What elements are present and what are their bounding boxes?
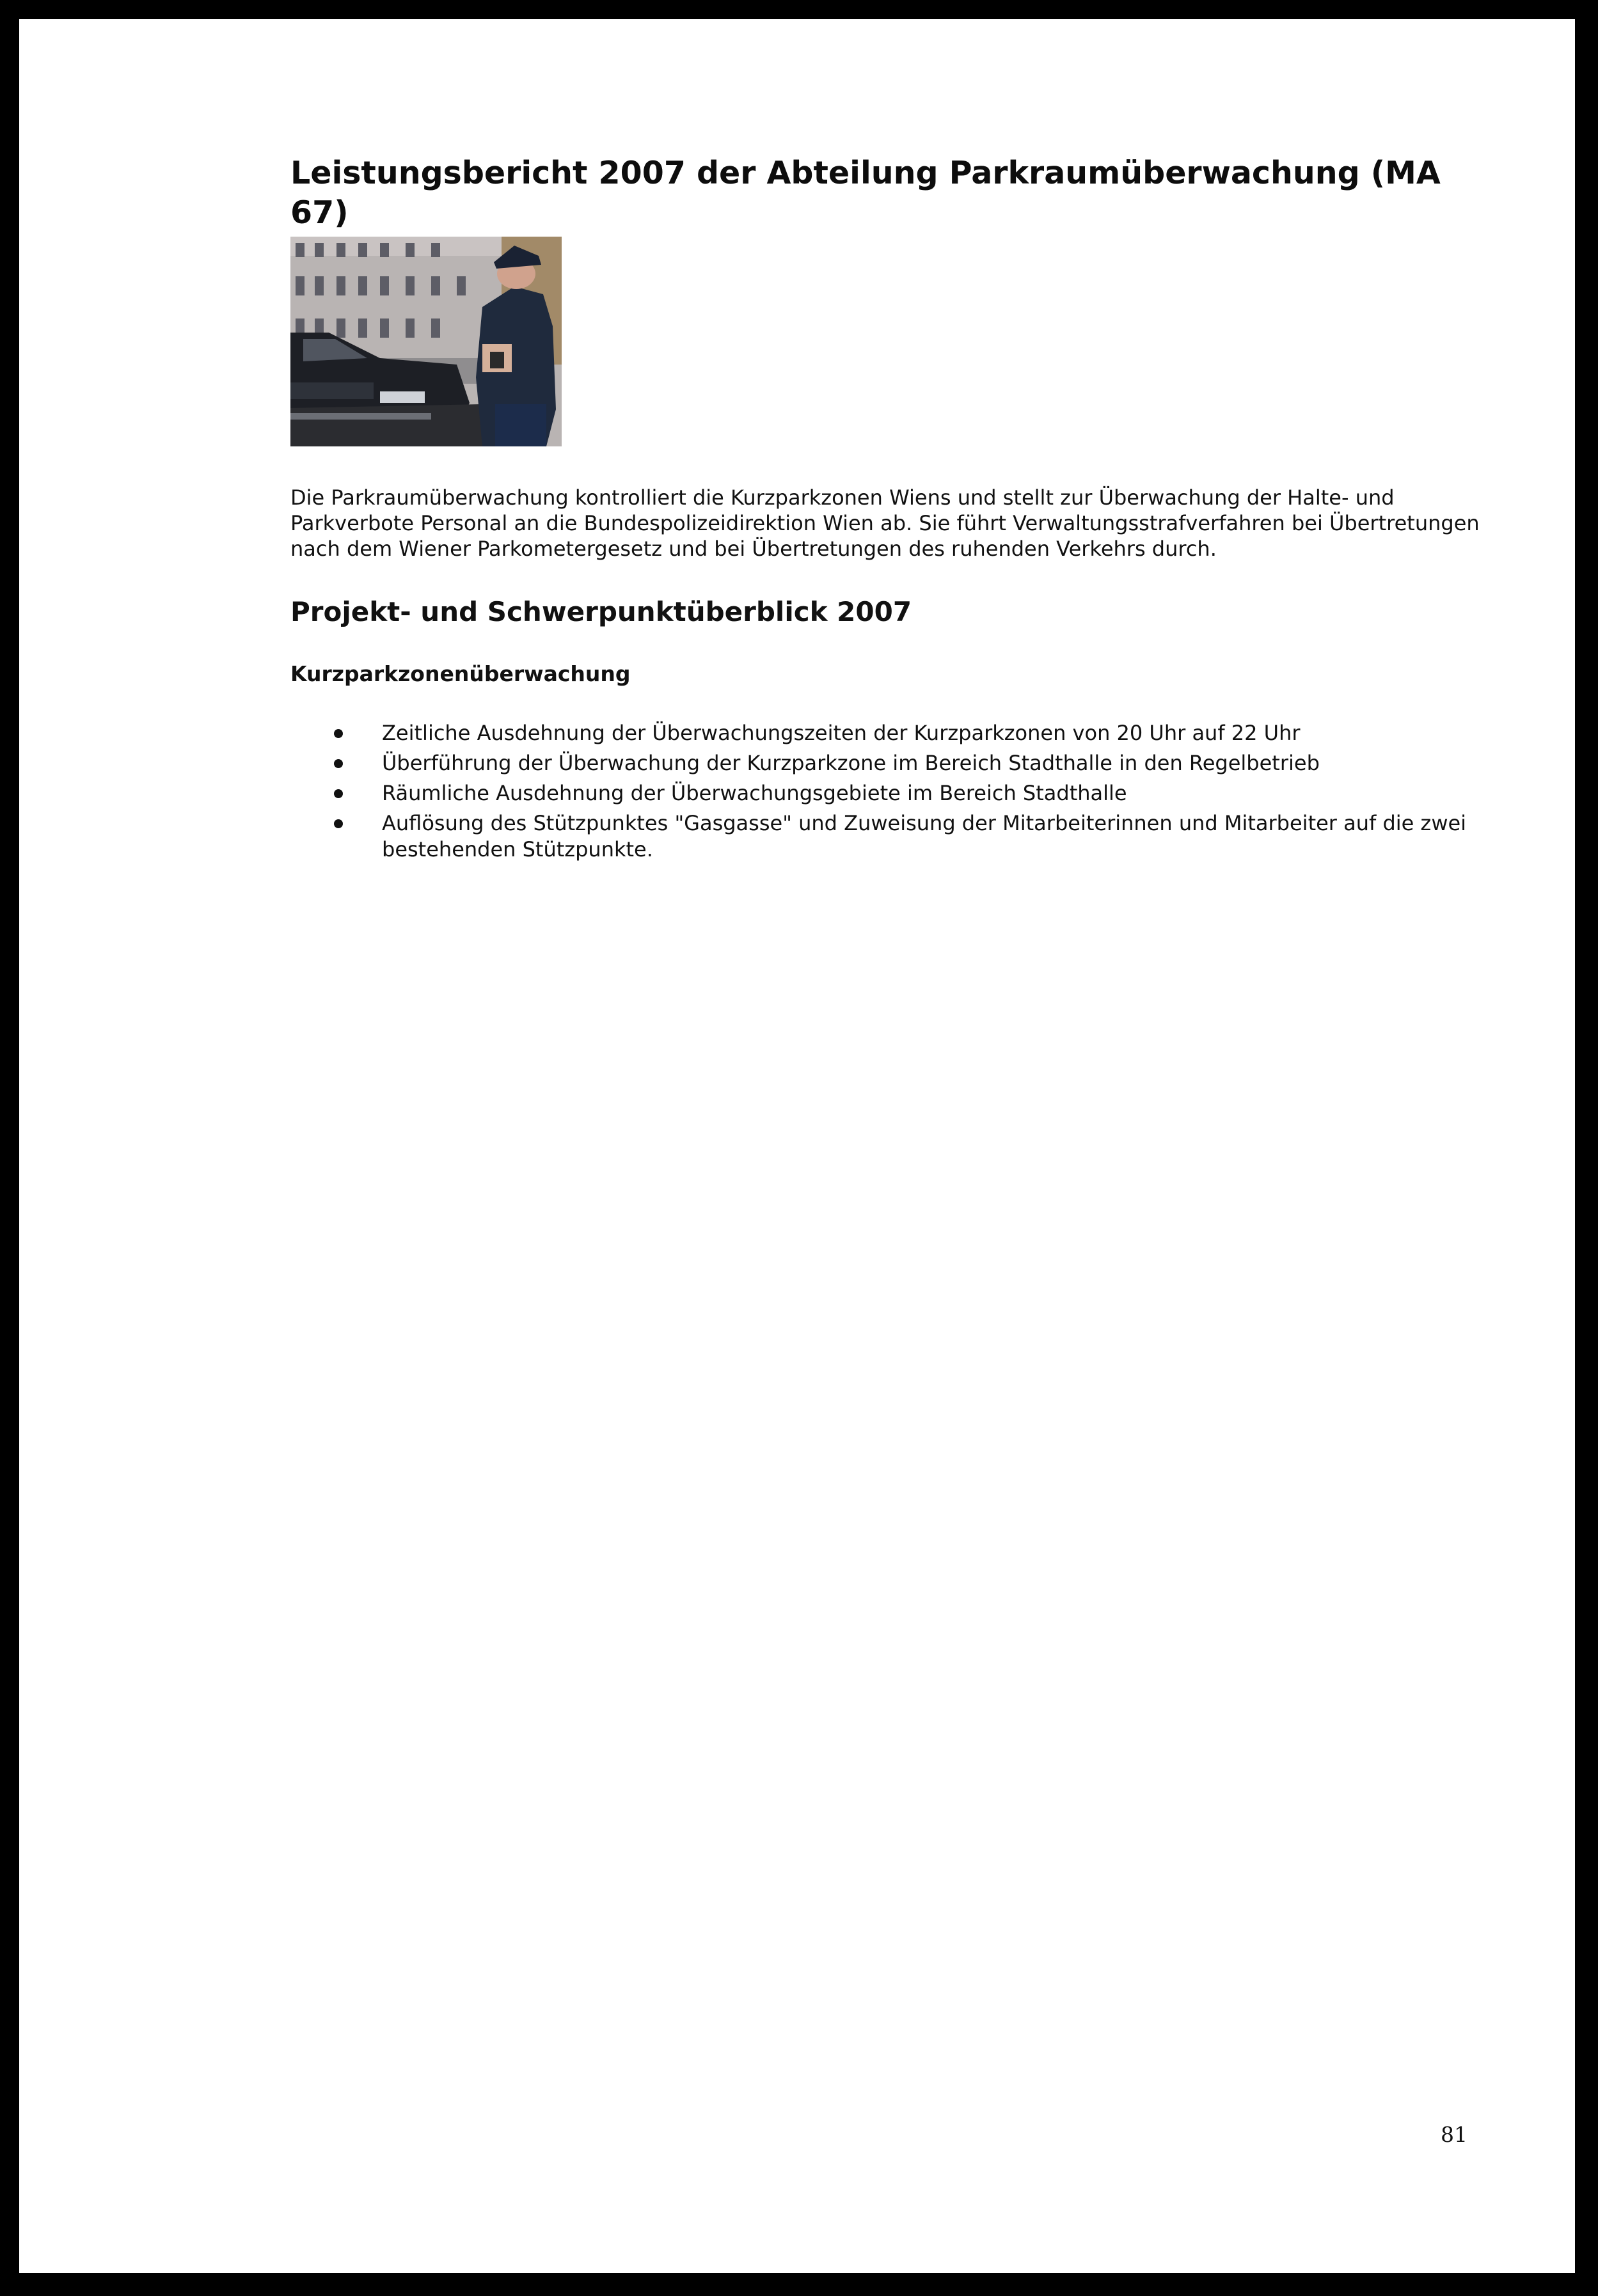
bullet-icon xyxy=(334,789,343,798)
bullet-list xyxy=(290,720,1487,863)
document-page xyxy=(19,19,1575,2273)
list-item xyxy=(290,780,1482,806)
bullet-icon xyxy=(334,729,343,738)
list-item-text: Räumliche Ausdehnung der Überwachungsgebiete im Bereich Stadthalle xyxy=(382,781,1127,805)
list-item-text: Auflösung des Stützpunktes "Gasgasse" und Zuweisung der Mitarbeiterinnen und Mitarbeiter auf die zwei bestehenden Stützpunkte. xyxy=(382,811,1467,861)
page-content xyxy=(290,153,1487,867)
list-item-text: Überführung der Überwachung der Kurzparkzone im Bereich Stadthalle in den Regelbetrieb xyxy=(382,751,1320,775)
bullet-icon xyxy=(334,819,343,828)
bullet-icon xyxy=(334,759,343,768)
intro-paragraph: Die Parkraumüberwachung kontrolliert die Kurzparkzonen Wiens und stellt zur Überwachung der Halte- und Parkverbote Personal an die Bundespolizeidirektion Wien ab. Sie führt Verwaltungsstrafverfahren bei Übertretungen nach dem Wiener Parkometergesetz und bei Übertretungen des ruhenden Verkehrs durch. xyxy=(290,485,1480,561)
list-item xyxy=(290,720,1482,746)
page-title: Leistungsbericht 2007 der Abteilung Parkraumüberwachung (MA 67) xyxy=(290,155,1441,231)
page-number: 81 xyxy=(1441,2122,1467,2147)
parking-warden-photo xyxy=(290,237,562,446)
list-item-text: Zeitliche Ausdehnung der Überwachungszeiten der Kurzparkzonen von 20 Uhr auf 22 Uhr xyxy=(382,721,1301,745)
section-heading: Projekt- und Schwerpunktüberblick 2007 xyxy=(290,596,912,627)
list-item xyxy=(290,750,1482,776)
list-item xyxy=(290,810,1482,863)
section-subheading: Kurzparkzonenüberwachung xyxy=(290,661,631,686)
